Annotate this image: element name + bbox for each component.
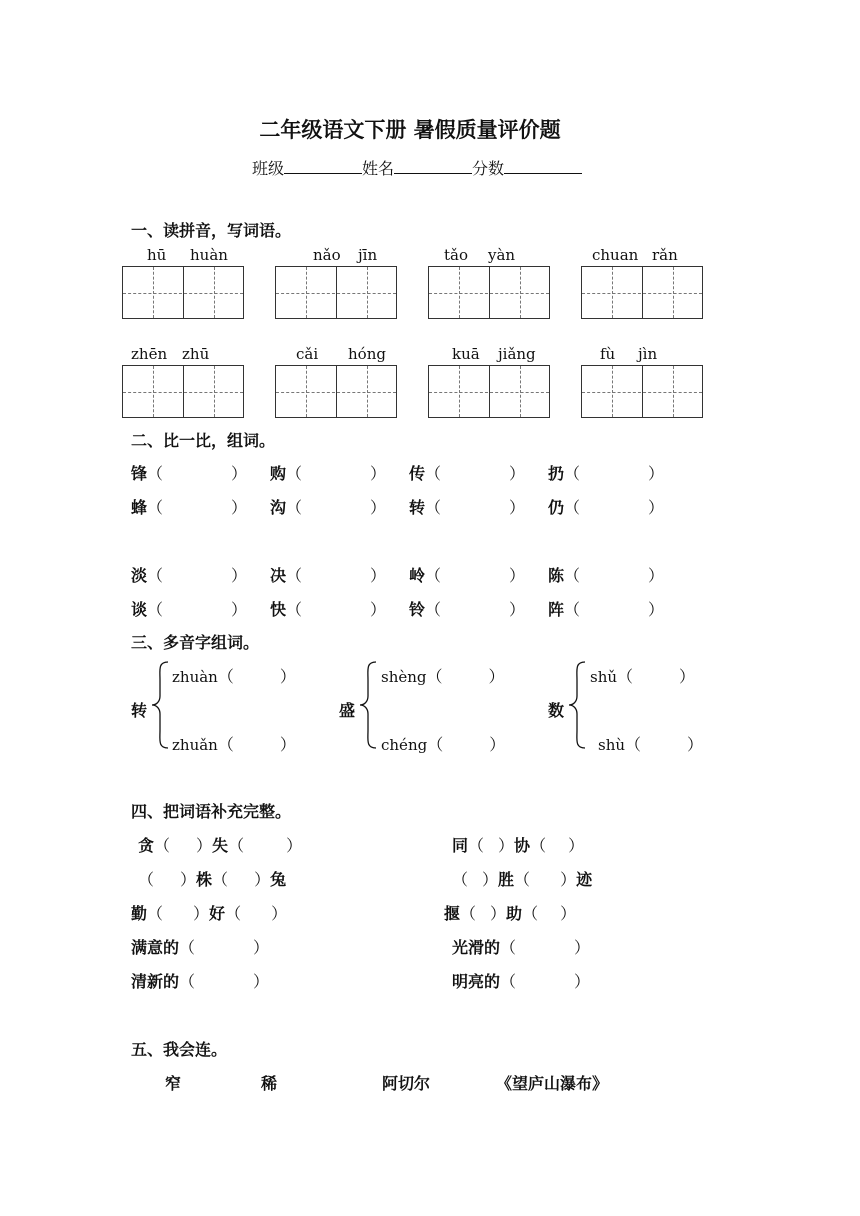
compare-item[interactable]: 扔（ ）	[548, 464, 665, 483]
writing-grid[interactable]	[428, 365, 550, 418]
brace-icon	[567, 660, 587, 750]
pinyin: zhū	[182, 345, 210, 363]
section4-heading: 四、把词语补充完整。	[131, 802, 292, 821]
brace-icon	[358, 660, 378, 750]
writing-grid[interactable]	[275, 365, 397, 418]
pinyin: cǎi	[296, 345, 319, 363]
page-title: 二年级语文下册 暑假质量评价题	[259, 117, 561, 142]
section5-heading: 五、我会连。	[131, 1040, 228, 1059]
idiom-item[interactable]: 同（ ）协（ ）	[452, 836, 585, 855]
polyphone-char: 转	[131, 701, 148, 720]
compare-item[interactable]: 阵（ ）	[548, 600, 665, 619]
section2-heading: 二、比一比，组词。	[131, 431, 276, 450]
pinyin: kuā	[452, 345, 480, 363]
pinyin: jìn	[638, 345, 658, 363]
pinyin: hū	[147, 246, 167, 264]
idiom-item[interactable]: 揠（ ）助（ ）	[444, 904, 577, 923]
name-blank[interactable]	[394, 159, 472, 174]
match-item[interactable]: 《望庐山瀑布》	[496, 1074, 609, 1093]
match-item[interactable]: 阿切尔	[382, 1074, 431, 1093]
section1-heading: 一、读拼音，写词语。	[131, 221, 292, 240]
pinyin: rǎn	[652, 246, 678, 264]
phrase-item[interactable]: 光滑的（ ）	[452, 938, 591, 957]
compare-item[interactable]: 快（ ）	[270, 600, 387, 619]
pinyin: tǎo	[444, 246, 469, 264]
compare-item[interactable]: 岭（ ）	[409, 566, 526, 585]
compare-item[interactable]: 蜂（ ）	[131, 498, 248, 517]
name-label: 姓名	[362, 159, 395, 178]
polyphone-item[interactable]: zhuàn（ ）	[172, 667, 296, 686]
polyphone-char: 数	[548, 701, 565, 720]
writing-grid[interactable]	[275, 266, 397, 319]
compare-item[interactable]: 铃（ ）	[409, 600, 526, 619]
compare-item[interactable]: 锋（ ）	[131, 464, 248, 483]
section3-heading: 三、多音字组词。	[131, 633, 260, 652]
compare-item[interactable]: 淡（ ）	[131, 566, 248, 585]
compare-item[interactable]: 陈（ ）	[548, 566, 665, 585]
phrase-item[interactable]: 满意的（ ）	[131, 938, 270, 957]
polyphone-item[interactable]: zhuǎn（ ）	[172, 735, 296, 754]
pinyin: nǎo	[313, 246, 341, 264]
compare-item[interactable]: 传（ ）	[409, 464, 526, 483]
pinyin: yàn	[488, 246, 516, 264]
polyphone-item[interactable]: shǔ（ ）	[590, 667, 696, 686]
class-blank[interactable]	[284, 159, 362, 174]
writing-grid[interactable]	[581, 365, 703, 418]
info-line	[252, 156, 582, 179]
compare-item[interactable]: 谈（ ）	[131, 600, 248, 619]
polyphone-item[interactable]: shù（ ）	[598, 735, 704, 754]
score-label: 分数	[472, 159, 505, 178]
compare-item[interactable]: 沟（ ）	[270, 498, 387, 517]
polyphone-item[interactable]: chéng（ ）	[381, 735, 506, 754]
phrase-item[interactable]: 清新的（ ）	[131, 972, 270, 991]
pinyin: huàn	[190, 246, 228, 264]
match-item[interactable]: 稀	[261, 1074, 278, 1093]
pinyin: chuan	[592, 246, 639, 264]
writing-grid[interactable]	[428, 266, 550, 319]
idiom-item[interactable]: （ ）株（ ）兔	[138, 870, 287, 889]
pinyin: hóng	[348, 345, 386, 363]
polyphone-item[interactable]: shèng（ ）	[381, 667, 505, 686]
phrase-item[interactable]: 明亮的（ ）	[452, 972, 591, 991]
score-blank[interactable]	[504, 159, 582, 174]
pinyin: fù	[600, 345, 616, 363]
idiom-item[interactable]: 勤（ ）好（ ）	[131, 904, 288, 923]
match-item[interactable]: 窄	[165, 1074, 182, 1093]
pinyin: zhēn	[131, 345, 168, 363]
pinyin: jīn	[358, 246, 378, 264]
idiom-item[interactable]: （ ）胜（ ）迹	[452, 870, 593, 889]
writing-grid[interactable]	[122, 266, 244, 319]
pinyin: jiǎng	[498, 345, 536, 363]
brace-icon	[150, 660, 170, 750]
polyphone-char: 盛	[339, 701, 356, 720]
compare-item[interactable]: 转（ ）	[409, 498, 526, 517]
compare-item[interactable]: 购（ ）	[270, 464, 387, 483]
idiom-item[interactable]: 贪（ ）失（ ）	[138, 836, 303, 855]
writing-grid[interactable]	[581, 266, 703, 319]
compare-item[interactable]: 决（ ）	[270, 566, 387, 585]
compare-item[interactable]: 仍（ ）	[548, 498, 665, 517]
writing-grid[interactable]	[122, 365, 244, 418]
class-label: 班级	[252, 159, 285, 178]
